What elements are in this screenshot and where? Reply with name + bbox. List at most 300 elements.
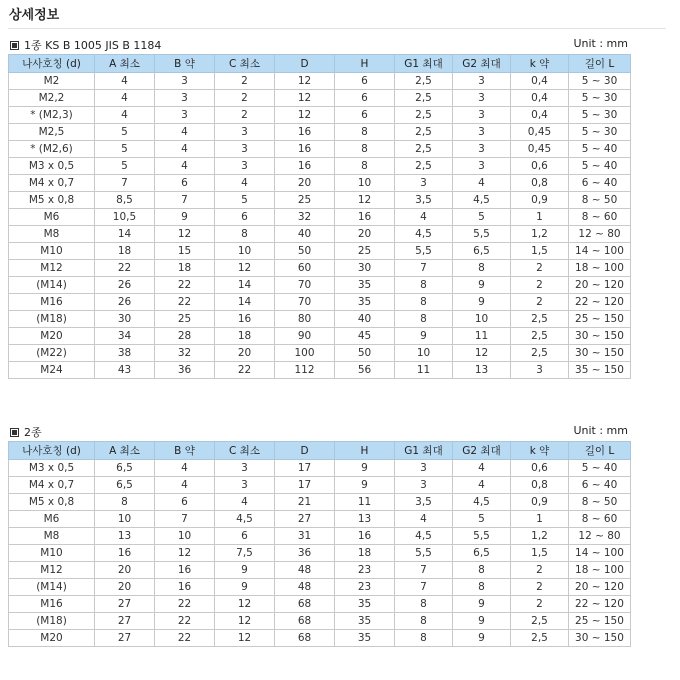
table-cell: 9 — [155, 209, 215, 226]
table-cell: 34 — [95, 328, 155, 345]
table-cell: 16 — [95, 545, 155, 562]
table-row — [9, 562, 631, 579]
table-cell: 35 — [335, 613, 395, 630]
column-header: B 약 — [155, 442, 215, 460]
table-cell: 27 — [95, 630, 155, 647]
table-cell: 16 — [215, 311, 275, 328]
thread-size-cell: M20 — [9, 328, 95, 345]
table-cell: 18 — [155, 260, 215, 277]
table-cell: 0,9 — [511, 192, 569, 209]
spec-table-type2 — [8, 441, 631, 647]
table-cell: 1 — [511, 511, 569, 528]
table-cell: 22 ~ 120 — [569, 294, 631, 311]
table-cell: 1,2 — [511, 226, 569, 243]
table-cell: 8,5 — [95, 192, 155, 209]
table-cell: 0,4 — [511, 107, 569, 124]
table-cell: 17 — [275, 460, 335, 477]
table-cell: 3 — [395, 460, 453, 477]
thread-size-cell: M6 — [9, 511, 95, 528]
table-cell: 9 — [395, 328, 453, 345]
table-cell: 18 ~ 100 — [569, 562, 631, 579]
table-cell: 2,5 — [511, 630, 569, 647]
table-cell: 9 — [453, 596, 511, 613]
table-cell: 6 ~ 40 — [569, 175, 631, 192]
table-cell: 22 — [155, 630, 215, 647]
table-cell: 0,45 — [511, 141, 569, 158]
table-cell: 30 — [95, 311, 155, 328]
table-cell: 12 — [453, 345, 511, 362]
table-cell: 20 ~ 120 — [569, 277, 631, 294]
table-cell: 4 — [453, 460, 511, 477]
table-cell: 5 — [453, 209, 511, 226]
table-cell: 45 — [335, 328, 395, 345]
section-title — [10, 424, 42, 440]
table-cell: 5 — [453, 511, 511, 528]
table-cell: 18 — [335, 545, 395, 562]
table-cell: 9 — [215, 579, 275, 596]
table-cell: 0,9 — [511, 494, 569, 511]
table-cell: 2,5 — [395, 158, 453, 175]
table-cell: 23 — [335, 579, 395, 596]
table-cell: 22 — [155, 277, 215, 294]
table-cell: 2 — [215, 90, 275, 107]
table-cell: 22 — [215, 362, 275, 379]
column-header: k 약 — [511, 442, 569, 460]
column-header: 길이 L — [569, 55, 631, 73]
table-cell: 12 ~ 80 — [569, 528, 631, 545]
table-cell: 3 — [511, 362, 569, 379]
table-cell: 12 — [215, 613, 275, 630]
page-title: 상세정보 — [9, 8, 60, 23]
table-row — [9, 494, 631, 511]
column-header: D — [275, 442, 335, 460]
table-cell: 5 ~ 40 — [569, 460, 631, 477]
table-cell: 25 — [275, 192, 335, 209]
table-cell: 27 — [95, 613, 155, 630]
thread-size-cell: M8 — [9, 226, 95, 243]
table-cell: 5 ~ 30 — [569, 107, 631, 124]
table-row — [9, 477, 631, 494]
table-cell: 30 ~ 150 — [569, 345, 631, 362]
thread-size-cell: M6 — [9, 209, 95, 226]
table-cell: 7 — [395, 260, 453, 277]
table-cell: 0,6 — [511, 460, 569, 477]
table-cell: 35 — [335, 630, 395, 647]
thread-size-cell: (M18) — [9, 311, 95, 328]
table-cell: 5 ~ 30 — [569, 124, 631, 141]
thread-size-cell: M8 — [9, 528, 95, 545]
table-cell: 23 — [335, 562, 395, 579]
table-cell: 8 ~ 50 — [569, 494, 631, 511]
square-bullet-icon — [10, 41, 19, 50]
table-cell: 14 ~ 100 — [569, 545, 631, 562]
thread-size-cell: M4 x 0,7 — [9, 175, 95, 192]
table-cell: 2 — [511, 596, 569, 613]
table-row — [9, 362, 631, 379]
table-cell: 60 — [275, 260, 335, 277]
table-row — [9, 226, 631, 243]
spec-section-type2 — [8, 423, 630, 647]
table-cell: 4 — [395, 511, 453, 528]
table-cell: 56 — [335, 362, 395, 379]
table-cell: 4 — [155, 460, 215, 477]
table-cell: 30 — [335, 260, 395, 277]
table-cell: 25 ~ 150 — [569, 311, 631, 328]
table-cell: 8 — [395, 277, 453, 294]
table-cell: 2,5 — [395, 73, 453, 90]
table-cell: 5 ~ 40 — [569, 158, 631, 175]
thread-size-cell: M2 — [9, 73, 95, 90]
table-cell: 13 — [95, 528, 155, 545]
table-cell: 5 — [215, 192, 275, 209]
table-row — [9, 630, 631, 647]
table-cell: 8 — [395, 294, 453, 311]
table-cell: 7,5 — [215, 545, 275, 562]
column-header: G1 최대 — [395, 442, 453, 460]
table-cell: 22 — [155, 596, 215, 613]
table-cell: 5 ~ 30 — [569, 90, 631, 107]
table-cell: 12 — [275, 107, 335, 124]
table-cell: 1,5 — [511, 545, 569, 562]
table-cell: 35 — [335, 596, 395, 613]
table-row — [9, 141, 631, 158]
table-cell: 0,45 — [511, 124, 569, 141]
table-cell: 0,6 — [511, 158, 569, 175]
table-cell: 4 — [155, 141, 215, 158]
table-cell: 4 — [95, 90, 155, 107]
thread-size-cell: (M14) — [9, 277, 95, 294]
thread-size-cell: M16 — [9, 294, 95, 311]
table-cell: 6,5 — [453, 545, 511, 562]
table-cell: 8 — [395, 613, 453, 630]
table-cell: 6 ~ 40 — [569, 477, 631, 494]
table-cell: 32 — [155, 345, 215, 362]
table-cell: 20 — [275, 175, 335, 192]
table-cell: 8 — [453, 579, 511, 596]
table-cell: 11 — [335, 494, 395, 511]
table-cell: 112 — [275, 362, 335, 379]
table-cell: 4,5 — [215, 511, 275, 528]
table-cell: 9 — [453, 277, 511, 294]
table-cell: 2,5 — [395, 90, 453, 107]
table-cell: 48 — [275, 562, 335, 579]
thread-size-cell: M2,5 — [9, 124, 95, 141]
table-cell: 3 — [215, 124, 275, 141]
table-cell: 4 — [155, 158, 215, 175]
table-cell: 3 — [453, 90, 511, 107]
table-cell: 6 — [335, 90, 395, 107]
table-cell: 2 — [511, 294, 569, 311]
table-cell: 11 — [395, 362, 453, 379]
table-cell: 5,5 — [453, 528, 511, 545]
table-cell: 16 — [155, 562, 215, 579]
table-cell: 16 — [335, 209, 395, 226]
table-cell: 20 — [335, 226, 395, 243]
table-cell: 40 — [275, 226, 335, 243]
table-cell: 68 — [275, 596, 335, 613]
thread-size-cell: M3 x 0,5 — [9, 158, 95, 175]
table-cell: 5,5 — [453, 226, 511, 243]
table-cell: 3,5 — [395, 192, 453, 209]
table-cell: 22 — [95, 260, 155, 277]
table-cell: 8 — [453, 562, 511, 579]
table-cell: 8 ~ 60 — [569, 209, 631, 226]
table-cell: 2,5 — [511, 345, 569, 362]
table-row — [9, 294, 631, 311]
table-cell: 5 — [95, 124, 155, 141]
table-cell: 6 — [155, 494, 215, 511]
table-cell: 4 — [215, 494, 275, 511]
column-header: C 최소 — [215, 442, 275, 460]
table-cell: 8 — [215, 226, 275, 243]
table-cell: 28 — [155, 328, 215, 345]
table-cell: 3 — [215, 141, 275, 158]
table-cell: 16 — [335, 528, 395, 545]
table-cell: 25 — [335, 243, 395, 260]
table-cell: 36 — [155, 362, 215, 379]
table-cell: 8 — [453, 260, 511, 277]
table-cell: 0,8 — [511, 175, 569, 192]
table-cell: 0,4 — [511, 73, 569, 90]
thread-size-cell: (M14) — [9, 579, 95, 596]
table-cell: 2,5 — [395, 124, 453, 141]
table-cell: 5 ~ 40 — [569, 141, 631, 158]
section-title-text: 1종 KS B 1005 JIS B 1184 — [24, 39, 162, 52]
table-cell: 4 — [155, 124, 215, 141]
table-cell: 50 — [335, 345, 395, 362]
table-cell: 70 — [275, 277, 335, 294]
table-cell: 22 — [155, 294, 215, 311]
table-cell: 10 — [95, 511, 155, 528]
table-row — [9, 613, 631, 630]
table-cell: 6 — [215, 209, 275, 226]
column-header: H — [335, 55, 395, 73]
table-cell: 2,5 — [395, 107, 453, 124]
table-cell: 1,2 — [511, 528, 569, 545]
table-header-row — [9, 55, 631, 73]
table-cell: 3 — [215, 460, 275, 477]
section-header — [8, 423, 630, 441]
table-cell: 4 — [395, 209, 453, 226]
table-cell: 26 — [95, 277, 155, 294]
square-bullet-icon — [10, 428, 19, 437]
table-row — [9, 345, 631, 362]
table-cell: 20 — [95, 579, 155, 596]
table-cell: 9 — [335, 477, 395, 494]
table-cell: 4 — [453, 175, 511, 192]
thread-size-cell: (M18) — [9, 613, 95, 630]
table-cell: 14 ~ 100 — [569, 243, 631, 260]
table-cell: 8 — [395, 311, 453, 328]
table-cell: 80 — [275, 311, 335, 328]
table-cell: 10 — [155, 528, 215, 545]
table-cell: 18 — [215, 328, 275, 345]
thread-size-cell: M3 x 0,5 — [9, 460, 95, 477]
table-cell: 30 ~ 150 — [569, 328, 631, 345]
title-divider — [8, 28, 666, 29]
table-cell: 14 — [215, 277, 275, 294]
thread-size-cell: M12 — [9, 562, 95, 579]
table-cell: 5 — [95, 141, 155, 158]
table-cell: 5 ~ 30 — [569, 73, 631, 90]
table-cell: 12 — [275, 90, 335, 107]
table-row — [9, 528, 631, 545]
table-cell: 2 — [511, 562, 569, 579]
table-cell: 43 — [95, 362, 155, 379]
table-cell: 40 — [335, 311, 395, 328]
table-cell: 12 — [215, 630, 275, 647]
spec-table-type1 — [8, 54, 631, 379]
table-cell: 2,5 — [511, 311, 569, 328]
table-cell: 2 — [511, 579, 569, 596]
table-cell: 14 — [95, 226, 155, 243]
table-cell: 8 — [335, 141, 395, 158]
table-cell: 3 — [453, 158, 511, 175]
column-header: A 최소 — [95, 442, 155, 460]
thread-size-cell: M4 x 0,7 — [9, 477, 95, 494]
column-header: G1 최대 — [395, 55, 453, 73]
table-cell: 20 ~ 120 — [569, 579, 631, 596]
table-cell: 7 — [95, 175, 155, 192]
unit-label: Unit : mm — [573, 37, 628, 50]
table-cell: 7 — [395, 579, 453, 596]
table-cell: 0,8 — [511, 477, 569, 494]
table-cell: 16 — [275, 158, 335, 175]
table-cell: 4 — [453, 477, 511, 494]
column-header: A 최소 — [95, 55, 155, 73]
table-cell: 8 — [95, 494, 155, 511]
table-cell: 13 — [453, 362, 511, 379]
table-row — [9, 260, 631, 277]
table-cell: 8 ~ 50 — [569, 192, 631, 209]
table-cell: 30 ~ 150 — [569, 630, 631, 647]
table-cell: 10 — [453, 311, 511, 328]
table-cell: 36 — [275, 545, 335, 562]
table-cell: 38 — [95, 345, 155, 362]
table-cell: 8 — [395, 630, 453, 647]
table-cell: 16 — [275, 124, 335, 141]
table-cell: 4 — [155, 477, 215, 494]
table-cell: 6,5 — [95, 477, 155, 494]
thread-size-cell: M16 — [9, 596, 95, 613]
table-cell: 50 — [275, 243, 335, 260]
table-row — [9, 243, 631, 260]
table-cell: 1,5 — [511, 243, 569, 260]
table-cell: 9 — [453, 613, 511, 630]
table-cell: 2,5 — [395, 141, 453, 158]
table-cell: 6,5 — [453, 243, 511, 260]
table-cell: 0,4 — [511, 90, 569, 107]
table-cell: 12 — [215, 596, 275, 613]
table-cell: 100 — [275, 345, 335, 362]
table-cell: 20 — [95, 562, 155, 579]
column-header: 나사호칭 (d) — [9, 55, 95, 73]
table-cell: 5,5 — [395, 243, 453, 260]
table-cell: 27 — [275, 511, 335, 528]
table-cell: 7 — [155, 192, 215, 209]
table-row — [9, 311, 631, 328]
table-row — [9, 175, 631, 192]
table-cell: 12 — [335, 192, 395, 209]
table-row — [9, 158, 631, 175]
thread-size-cell: M10 — [9, 545, 95, 562]
table-row — [9, 277, 631, 294]
thread-size-cell: M5 x 0,8 — [9, 192, 95, 209]
table-cell: 1 — [511, 209, 569, 226]
table-cell: 12 — [275, 73, 335, 90]
thread-size-cell: M5 x 0,8 — [9, 494, 95, 511]
table-cell: 12 — [155, 226, 215, 243]
table-row — [9, 73, 631, 90]
table-cell: 6 — [335, 107, 395, 124]
table-cell: 6 — [335, 73, 395, 90]
thread-size-cell: M10 — [9, 243, 95, 260]
column-header: G2 최대 — [453, 55, 511, 73]
table-cell: 20 — [215, 345, 275, 362]
column-header: H — [335, 442, 395, 460]
table-cell: 14 — [215, 294, 275, 311]
section-title — [10, 37, 161, 53]
table-cell: 27 — [95, 596, 155, 613]
table-cell: 4 — [95, 107, 155, 124]
table-cell: 10 — [395, 345, 453, 362]
table-cell: 15 — [155, 243, 215, 260]
table-cell: 35 — [335, 294, 395, 311]
table-cell: 3 — [155, 73, 215, 90]
table-cell: 31 — [275, 528, 335, 545]
table-cell: 9 — [453, 294, 511, 311]
table-cell: 25 — [155, 311, 215, 328]
table-header-row — [9, 442, 631, 460]
table-cell: 3 — [453, 141, 511, 158]
table-cell: 12 — [215, 260, 275, 277]
table-cell: 7 — [155, 511, 215, 528]
column-header: k 약 — [511, 55, 569, 73]
table-cell: 48 — [275, 579, 335, 596]
table-cell: 3 — [453, 73, 511, 90]
table-cell: 2,5 — [511, 613, 569, 630]
table-cell: 32 — [275, 209, 335, 226]
table-cell: 9 — [335, 460, 395, 477]
spec-section-type1 — [8, 36, 630, 379]
table-cell: 7 — [395, 562, 453, 579]
table-cell: 18 ~ 100 — [569, 260, 631, 277]
column-header: 길이 L — [569, 442, 631, 460]
thread-size-cell: M20 — [9, 630, 95, 647]
table-cell: 2 — [215, 107, 275, 124]
table-cell: 90 — [275, 328, 335, 345]
thread-size-cell: * (M2,3) — [9, 107, 95, 124]
table-cell: 16 — [155, 579, 215, 596]
table-cell: 10 — [215, 243, 275, 260]
table-row — [9, 192, 631, 209]
table-cell: 25 ~ 150 — [569, 613, 631, 630]
table-cell: 35 — [335, 277, 395, 294]
table-row — [9, 107, 631, 124]
thread-size-cell: M2,2 — [9, 90, 95, 107]
table-cell: 10,5 — [95, 209, 155, 226]
table-cell: 3 — [395, 477, 453, 494]
thread-size-cell: M24 — [9, 362, 95, 379]
table-cell: 2 — [511, 260, 569, 277]
table-cell: 3,5 — [395, 494, 453, 511]
table-cell: 8 ~ 60 — [569, 511, 631, 528]
table-cell: 9 — [215, 562, 275, 579]
table-row — [9, 460, 631, 477]
table-cell: 5,5 — [395, 545, 453, 562]
thread-size-cell: * (M2,6) — [9, 141, 95, 158]
table-cell: 6 — [155, 175, 215, 192]
